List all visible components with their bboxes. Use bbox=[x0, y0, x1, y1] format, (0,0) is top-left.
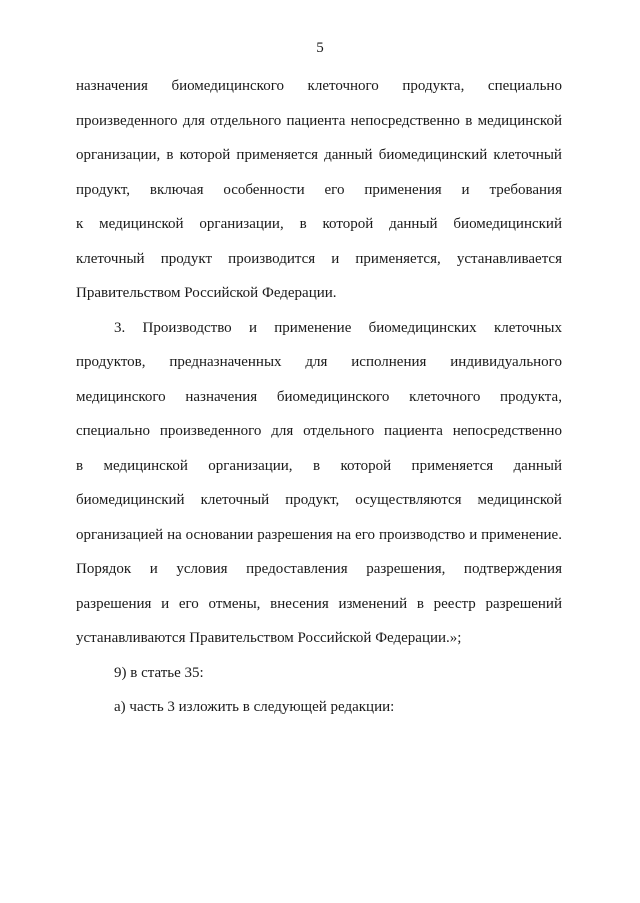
word: отдельного bbox=[303, 423, 375, 439]
word: продукт, bbox=[76, 182, 130, 198]
word: в bbox=[416, 596, 424, 612]
word: разрешения bbox=[76, 596, 152, 612]
word: Производство bbox=[142, 320, 232, 336]
word: подтверждения bbox=[463, 561, 562, 577]
word: производится bbox=[228, 251, 316, 267]
word: медицинской bbox=[99, 216, 184, 232]
text-line bbox=[76, 111, 562, 131]
word: данный bbox=[389, 216, 438, 232]
word: продукт, bbox=[285, 492, 340, 508]
word: продукта, bbox=[402, 78, 465, 94]
word: данный bbox=[513, 458, 562, 474]
word: медицинской bbox=[103, 458, 188, 474]
word: произведенного bbox=[76, 113, 178, 129]
word: биомедицинский bbox=[453, 216, 562, 232]
list-item-9: 9) в статье 35: bbox=[114, 665, 204, 681]
word: на bbox=[336, 527, 352, 543]
word: клеточный bbox=[493, 147, 562, 163]
word: которой bbox=[179, 147, 231, 163]
word: продуктов, bbox=[76, 354, 146, 370]
word: в bbox=[166, 147, 174, 163]
word: медицинской bbox=[477, 113, 562, 129]
text-line bbox=[76, 421, 562, 441]
word: назначения bbox=[185, 389, 258, 405]
word: в bbox=[299, 216, 307, 232]
word: продукт bbox=[160, 251, 213, 267]
word: медицинской bbox=[477, 492, 562, 508]
word: отдельного bbox=[210, 113, 282, 129]
text-line bbox=[76, 559, 562, 579]
word: предназначенных bbox=[169, 354, 282, 370]
word: осуществляются bbox=[355, 492, 462, 508]
word: биомедицинского bbox=[171, 78, 284, 94]
word: биомедицинский bbox=[76, 492, 185, 508]
word: которой bbox=[340, 458, 392, 474]
word: и bbox=[248, 320, 257, 336]
word: в bbox=[312, 458, 321, 474]
word: реестр bbox=[433, 596, 476, 612]
word: требования bbox=[489, 182, 562, 198]
word: применение bbox=[274, 320, 352, 336]
word: устанавливается bbox=[456, 251, 562, 267]
text-line bbox=[76, 249, 562, 269]
text-line bbox=[76, 387, 562, 407]
word: биомедицинского bbox=[276, 389, 390, 405]
text-line-first bbox=[114, 318, 562, 338]
word: данный bbox=[324, 147, 373, 163]
word: включая bbox=[149, 182, 204, 198]
word: пациента bbox=[384, 423, 443, 439]
word: и bbox=[469, 527, 478, 543]
word: клеточный bbox=[76, 251, 145, 267]
word: которой bbox=[322, 216, 374, 232]
word: медицинского bbox=[76, 389, 166, 405]
word: организации, bbox=[208, 458, 293, 474]
text-line bbox=[76, 214, 562, 234]
word: Порядок bbox=[76, 561, 132, 577]
word: индивидуального bbox=[450, 354, 562, 370]
word: разрешений bbox=[485, 596, 562, 612]
word: особенности bbox=[223, 182, 305, 198]
word: непосредственно bbox=[452, 423, 562, 439]
word: исполнения bbox=[351, 354, 427, 370]
word: клеточного bbox=[409, 389, 481, 405]
word: и bbox=[331, 251, 340, 267]
word: изменений bbox=[338, 596, 408, 612]
word: применение. bbox=[481, 527, 562, 543]
word: организации, bbox=[76, 147, 161, 163]
word: разрешения, bbox=[366, 561, 446, 577]
word: применяется bbox=[411, 458, 494, 474]
word: пациента bbox=[286, 113, 346, 129]
word: разрешения bbox=[257, 527, 333, 543]
text-line bbox=[76, 490, 562, 510]
word: его bbox=[355, 527, 376, 543]
word: биомедицинских bbox=[368, 320, 477, 336]
word: применения bbox=[364, 182, 442, 198]
word: специально bbox=[487, 78, 562, 94]
text-line bbox=[76, 145, 562, 165]
word: применяется, bbox=[355, 251, 441, 267]
word: условия bbox=[176, 561, 228, 577]
word: для bbox=[182, 113, 205, 129]
list-item-a: а) часть 3 изложить в следующей редакции: bbox=[114, 699, 395, 715]
word: клеточный bbox=[200, 492, 270, 508]
word: производство bbox=[378, 527, 466, 543]
page-number: 5 bbox=[316, 40, 324, 56]
word: предоставления bbox=[246, 561, 348, 577]
word: произведенного bbox=[159, 423, 262, 439]
word: в bbox=[465, 113, 473, 129]
text-line bbox=[76, 352, 562, 372]
word: применяется bbox=[236, 147, 319, 163]
word: на bbox=[167, 527, 182, 543]
word: для bbox=[271, 423, 294, 439]
word: и bbox=[149, 561, 158, 577]
word: организацией bbox=[76, 527, 164, 543]
word: и bbox=[461, 182, 470, 198]
word: к bbox=[76, 216, 84, 232]
word: специально bbox=[76, 423, 151, 439]
word: и bbox=[161, 596, 170, 612]
word: непосредственно bbox=[350, 113, 460, 129]
word: 3. bbox=[114, 320, 126, 336]
text-line bbox=[76, 76, 562, 96]
text-line-last: Правительством Российской Федерации. bbox=[76, 285, 337, 301]
word: клеточного bbox=[307, 78, 379, 94]
text-line bbox=[76, 180, 562, 200]
word: биомедицинский bbox=[378, 147, 488, 163]
word: продукта, bbox=[499, 389, 562, 405]
word: его bbox=[178, 596, 199, 612]
word: клеточных bbox=[493, 320, 562, 336]
word: его bbox=[324, 182, 345, 198]
word: отмены, bbox=[208, 596, 261, 612]
text-line bbox=[76, 525, 562, 545]
word: для bbox=[305, 354, 328, 370]
word: назначения bbox=[76, 78, 148, 94]
text-line bbox=[76, 456, 562, 476]
word: внесения bbox=[270, 596, 329, 612]
word: организации, bbox=[199, 216, 284, 232]
word: основании bbox=[185, 527, 254, 543]
text-line bbox=[76, 594, 562, 614]
word: в bbox=[76, 458, 84, 474]
text-line-last: устанавливаются Правительством Российской Федерации.»; bbox=[76, 630, 462, 646]
